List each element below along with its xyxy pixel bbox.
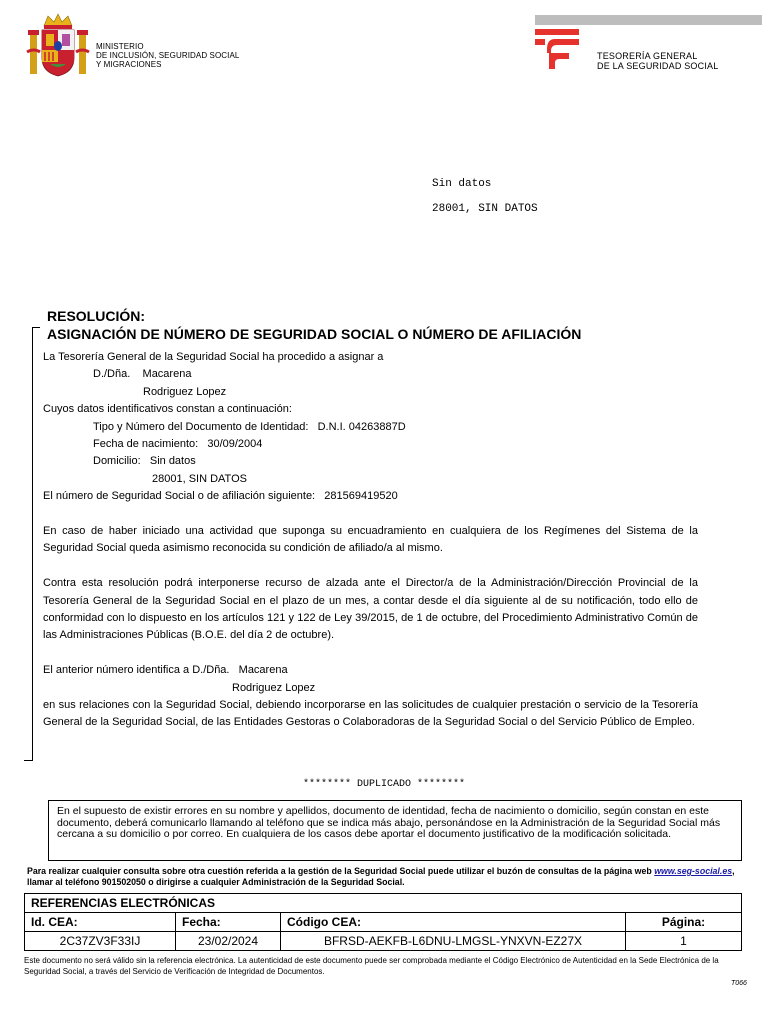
consult-text-after: , llamar al teléfono 901502050 o dirigirse a cualquier Administración de la Seguridad Social. (27, 866, 735, 887)
domicile-value: Sin datos (149, 455, 196, 468)
holder-line (43, 366, 698, 383)
domicile-label: Domicilio: (93, 455, 141, 468)
col-page-label: Página: (626, 913, 742, 932)
ministry-name (96, 42, 239, 69)
page-number: 1 (626, 932, 742, 951)
cea-id: 2C37ZV3F33IJ (25, 932, 176, 951)
paragraph-appeal: Contra esta resolución podrá interponerse recurso de alzada ante el Director/a de la Administración/Dirección Provincial de la Tesorería General de la Seguridad Social en el plazo de un mes, a contar desde el día siguiente al de su notificación, todo ello de conformidad con lo dispuesto en los artículos 121 y 122 de Ley 39/2015, de 1 de octubre, del Procedimiento Administrativo Común de las Administraciones Públicas (B.O.E. del día 2 de octubre). (43, 577, 698, 642)
cea-date: 23/02/2024 (176, 932, 281, 951)
doc-value: D.N.I. 04263887D (317, 420, 406, 433)
address-line-1: Sin datos (432, 178, 492, 190)
margin-bracket (32, 327, 41, 761)
doc-line (43, 419, 698, 436)
holder-surname: Rodriguez Lopez (143, 385, 227, 398)
resolution-subtitle: ASIGNACIÓN DE NÚMERO DE SEGURIDAD SOCIAL O NÚMERO DE AFILIACIÓN (47, 326, 582, 342)
birth-value: 30/09/2004 (207, 438, 263, 451)
paragraph-affiliation: En caso de haber iniciado una actividad que suponga su encuadramiento en cualquiera de los Regímenes del Sistema de la Seguridad Social queda asimismo reconocida su condición de afiliado/a al mismo. (43, 525, 698, 555)
identifies-label: El anterior número identifica a D./Dña. (43, 664, 230, 677)
resolution-body (43, 349, 698, 732)
error-notice-box: En el supuesto de existir errores en su nombre y apellidos, documento de identidad, fecha de nacimiento o domicilio, según constan en este documento, deberá comunicarlo llamando al teléfono que se indica más abajo, personándose en la Administración de la Seguridad Social más cercana a su domicilio o por correo. En cualquiera de los casos debe aportar el documento justificativo de la modificación solicitada. (48, 800, 742, 861)
address-line-2: 28001, SIN DATOS (432, 203, 538, 215)
validity-footer: Este documento no será válido sin la referencia electrónica. La autenticidad de este documento puede ser comprobada mediante el Código Electrónico de Autenticidad en la Sede Electrónica de la Seguridad Social, a través del Servicio de Verificación de Integridad de Documentos. (24, 956, 719, 976)
coat-of-arms-logo (24, 12, 92, 80)
ministry-line-2: DE INCLUSIÓN, SEGURIDAD SOCIAL (96, 51, 240, 60)
col-code-label: Código CEA: (281, 913, 626, 932)
duplicate-mark: ******** DUPLICADO ******** (302, 779, 466, 790)
identifies-name: Macarena (238, 664, 288, 677)
electronic-references-table (24, 893, 742, 951)
identifies-surname: Rodriguez Lopez (232, 681, 316, 694)
tgss-logo (535, 29, 581, 69)
col-id-label: Id. CEA: (25, 913, 176, 932)
paragraph-usage: en sus relaciones con la Seguridad Social, debiendo incorporarse en las solicitudes de cualquier prestación o servicio de la Tesorería General de la Seguridad Social, de las Entidades Gestoras o Colaboradoras de la Seguridad Social o del Servicio Público de Empleo. (43, 699, 698, 729)
consult-text-before: Para realizar cualquier consulta sobre otra cuestión referida a la gestión de la Seguridad Social puede utilizar el buzón de consultas de la página web (27, 866, 655, 876)
ministry-line-1: MINISTERIO (96, 42, 144, 51)
ss-number-value: 281569419520 (324, 490, 398, 503)
holder-label: D./Dña. (93, 368, 131, 381)
doc-label: Tipo y Número del Documento de Identidad: (93, 420, 309, 433)
seg-social-link[interactable]: www.seg-social.es (654, 866, 733, 876)
cea-code: BFRSD-AEKFB-L6DNU-LMGSL-YNXVN-EZ27X (281, 932, 626, 951)
header-gray-bar (535, 15, 762, 25)
data-intro: Cuyos datos identificativos constan a continuación: (43, 403, 292, 416)
tgss-name (597, 51, 718, 71)
birth-line (43, 436, 698, 453)
holder-name: Macarena (142, 368, 192, 381)
tgss-line-2: DE LA SEGURIDAD SOCIAL (597, 61, 719, 71)
identifies-line (43, 662, 698, 679)
references-heading: REFERENCIAS ELECTRÓNICAS (25, 894, 742, 913)
ss-number-line (43, 488, 698, 505)
consult-info (27, 866, 747, 888)
resolution-title: RESOLUCIÓN: (47, 308, 145, 324)
domicile-line (43, 453, 698, 470)
ministry-line-3: Y MIGRACIONES (96, 60, 162, 69)
intro-text: La Tesorería General de la Seguridad Social ha procedido a asignar a (43, 351, 384, 363)
col-date-label: Fecha: (176, 913, 281, 932)
tgss-line-1: TESORERÍA GENERAL (597, 51, 698, 61)
form-code: T066 (731, 980, 747, 987)
ss-number-label: El número de Seguridad Social o de afiliación siguiente: (43, 490, 316, 503)
birth-label: Fecha de nacimiento: (93, 438, 199, 451)
domicile-line-2: 28001, SIN DATOS (152, 472, 247, 485)
